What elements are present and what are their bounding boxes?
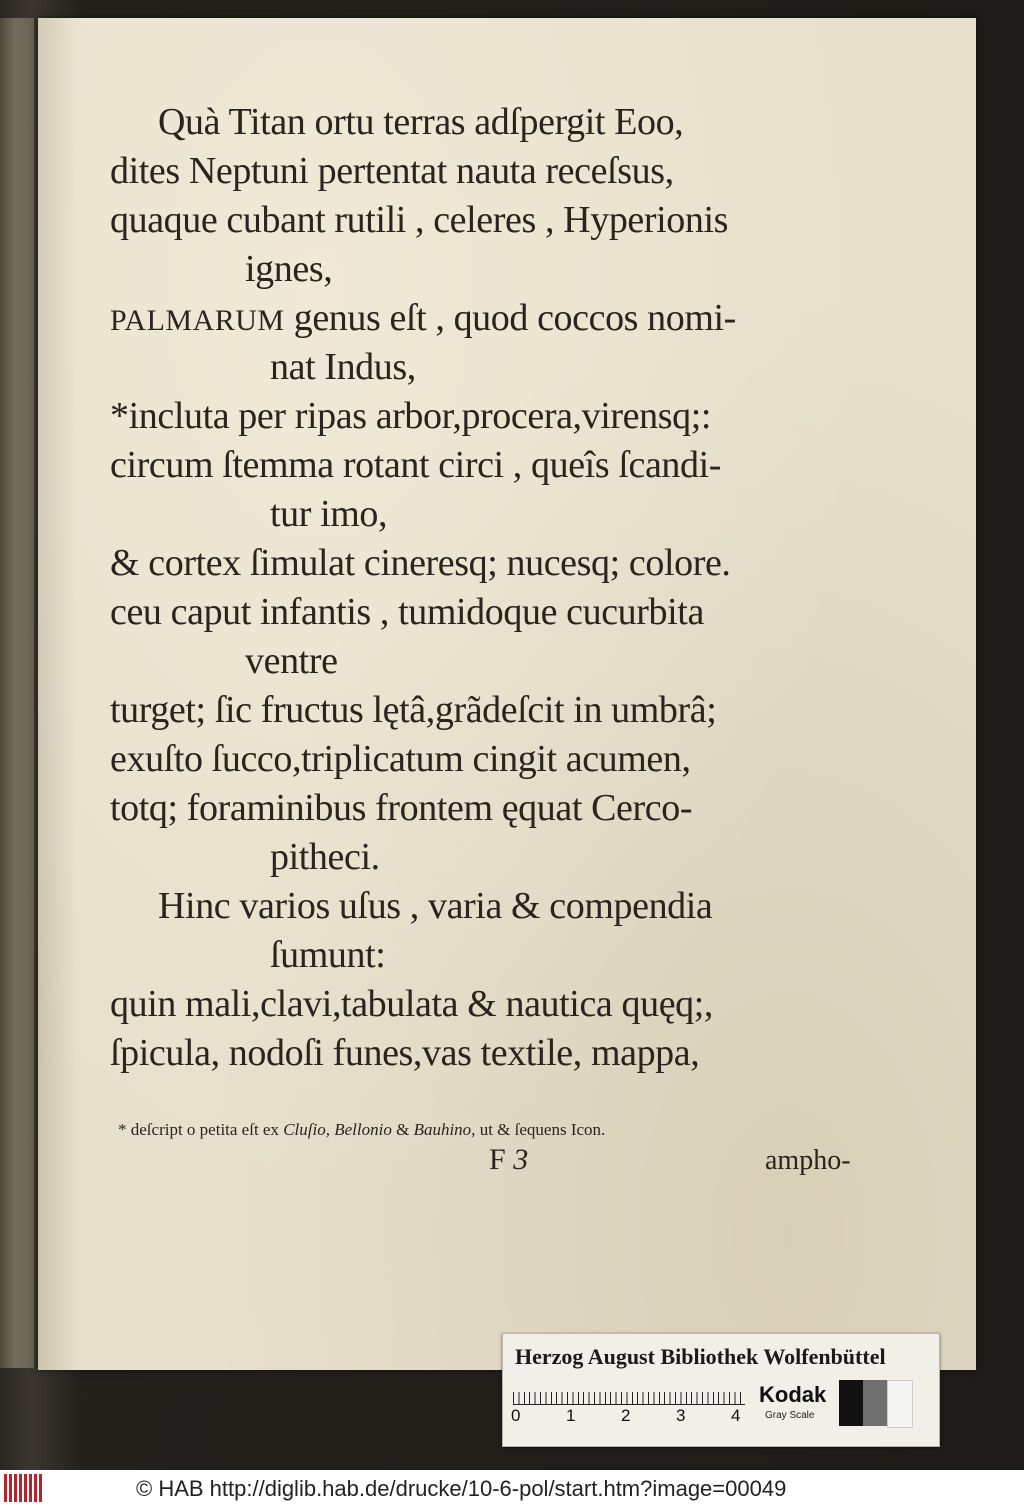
gray-patch-white — [887, 1380, 913, 1428]
footnote-mid: & — [391, 1120, 414, 1139]
footnote-suffix: ut & ſequens Icon. — [475, 1120, 606, 1139]
ruler-numbers — [511, 1406, 751, 1428]
ruler-number: 4 — [731, 1406, 741, 1425]
footer-bar — [0, 1470, 1024, 1506]
text-line: nat Indus, — [270, 346, 416, 388]
footer-credit[interactable]: © HAB http://diglib.hab.de/drucke/10-6-pol/start.htm?image=00049 — [136, 1476, 787, 1501]
text-line: totq; foraminibus frontem ęquat Cerco- — [110, 787, 693, 829]
kodak-logo: Kodak — [759, 1382, 827, 1407]
text-line: Hinc varios uſus , varia & compendia — [158, 885, 713, 927]
text-line — [110, 294, 870, 343]
footnote-author: Bellonio — [334, 1120, 392, 1139]
palmarum-smallcaps: PALMARUM — [110, 304, 285, 337]
text-line: ignes, — [245, 248, 333, 290]
text-line: tur imo, — [270, 493, 388, 535]
ruler-number: 1 — [566, 1406, 576, 1425]
text-line: circum ſtemma rotant circi , queîs ſcandi- — [110, 444, 722, 486]
scale-ruler — [513, 1378, 745, 1405]
text-line: turget; ſic fructus lętâ,grãdeſcit in umbrâ; — [110, 689, 717, 731]
text-line-rest: genus eſt , quod coccos nomi- — [293, 297, 736, 339]
text-line: ceu caput infantis , tumidoque cucurbita — [110, 591, 704, 633]
catchword: ampho- — [765, 1145, 851, 1176]
facing-page-edge — [0, 18, 34, 1368]
poem-text — [110, 98, 870, 1078]
text-line: exuſto ſucco,triplicatum cingit acumen, — [110, 738, 691, 780]
text-line: quaque cubant rutili , celeres , Hyperionis — [110, 199, 729, 241]
signature-number: 3 — [513, 1143, 529, 1176]
text-line: pitheci. — [270, 836, 380, 878]
footnote-author: Cluſio, — [283, 1120, 330, 1139]
gray-patch-mid — [863, 1380, 887, 1426]
text-line: *incluta per ripas arbor,procera,virensq;: — [110, 395, 712, 437]
gray-scale-label: Gray Scale — [765, 1410, 815, 1421]
text-line: & cortex ſimulat cineresq; nucesq; colore. — [110, 542, 731, 584]
text-line: ſpicula, nodoſi funes,vas textile, mappa, — [110, 1032, 700, 1074]
hab-logo-icon — [4, 1474, 42, 1502]
ruler-number: 0 — [511, 1406, 521, 1425]
library-name: Herzog August Bibliothek Wolfenbüttel — [515, 1344, 886, 1369]
text-line: Quà Titan ortu terras adſpergit Eoo, — [158, 101, 684, 143]
text-line: ſumunt: — [270, 934, 386, 976]
ruler-number: 3 — [676, 1406, 686, 1425]
text-line: dites Neptuni pertentat nauta receſsus, — [110, 150, 674, 192]
ruler-number: 2 — [621, 1406, 631, 1425]
footnote-author: Bauhino, — [413, 1120, 476, 1139]
signature-letter: F — [489, 1143, 506, 1176]
footnote — [118, 1120, 605, 1140]
signature-mark — [489, 1143, 528, 1177]
gray-patch-black — [839, 1380, 863, 1426]
text-line: quin mali,clavi,tabulata & nautica quęq;, — [110, 983, 714, 1025]
text-line: ventre — [245, 640, 338, 682]
footnote-prefix: * deſcript o petita eſt ex — [118, 1120, 284, 1139]
color-reference-card — [502, 1333, 940, 1447]
